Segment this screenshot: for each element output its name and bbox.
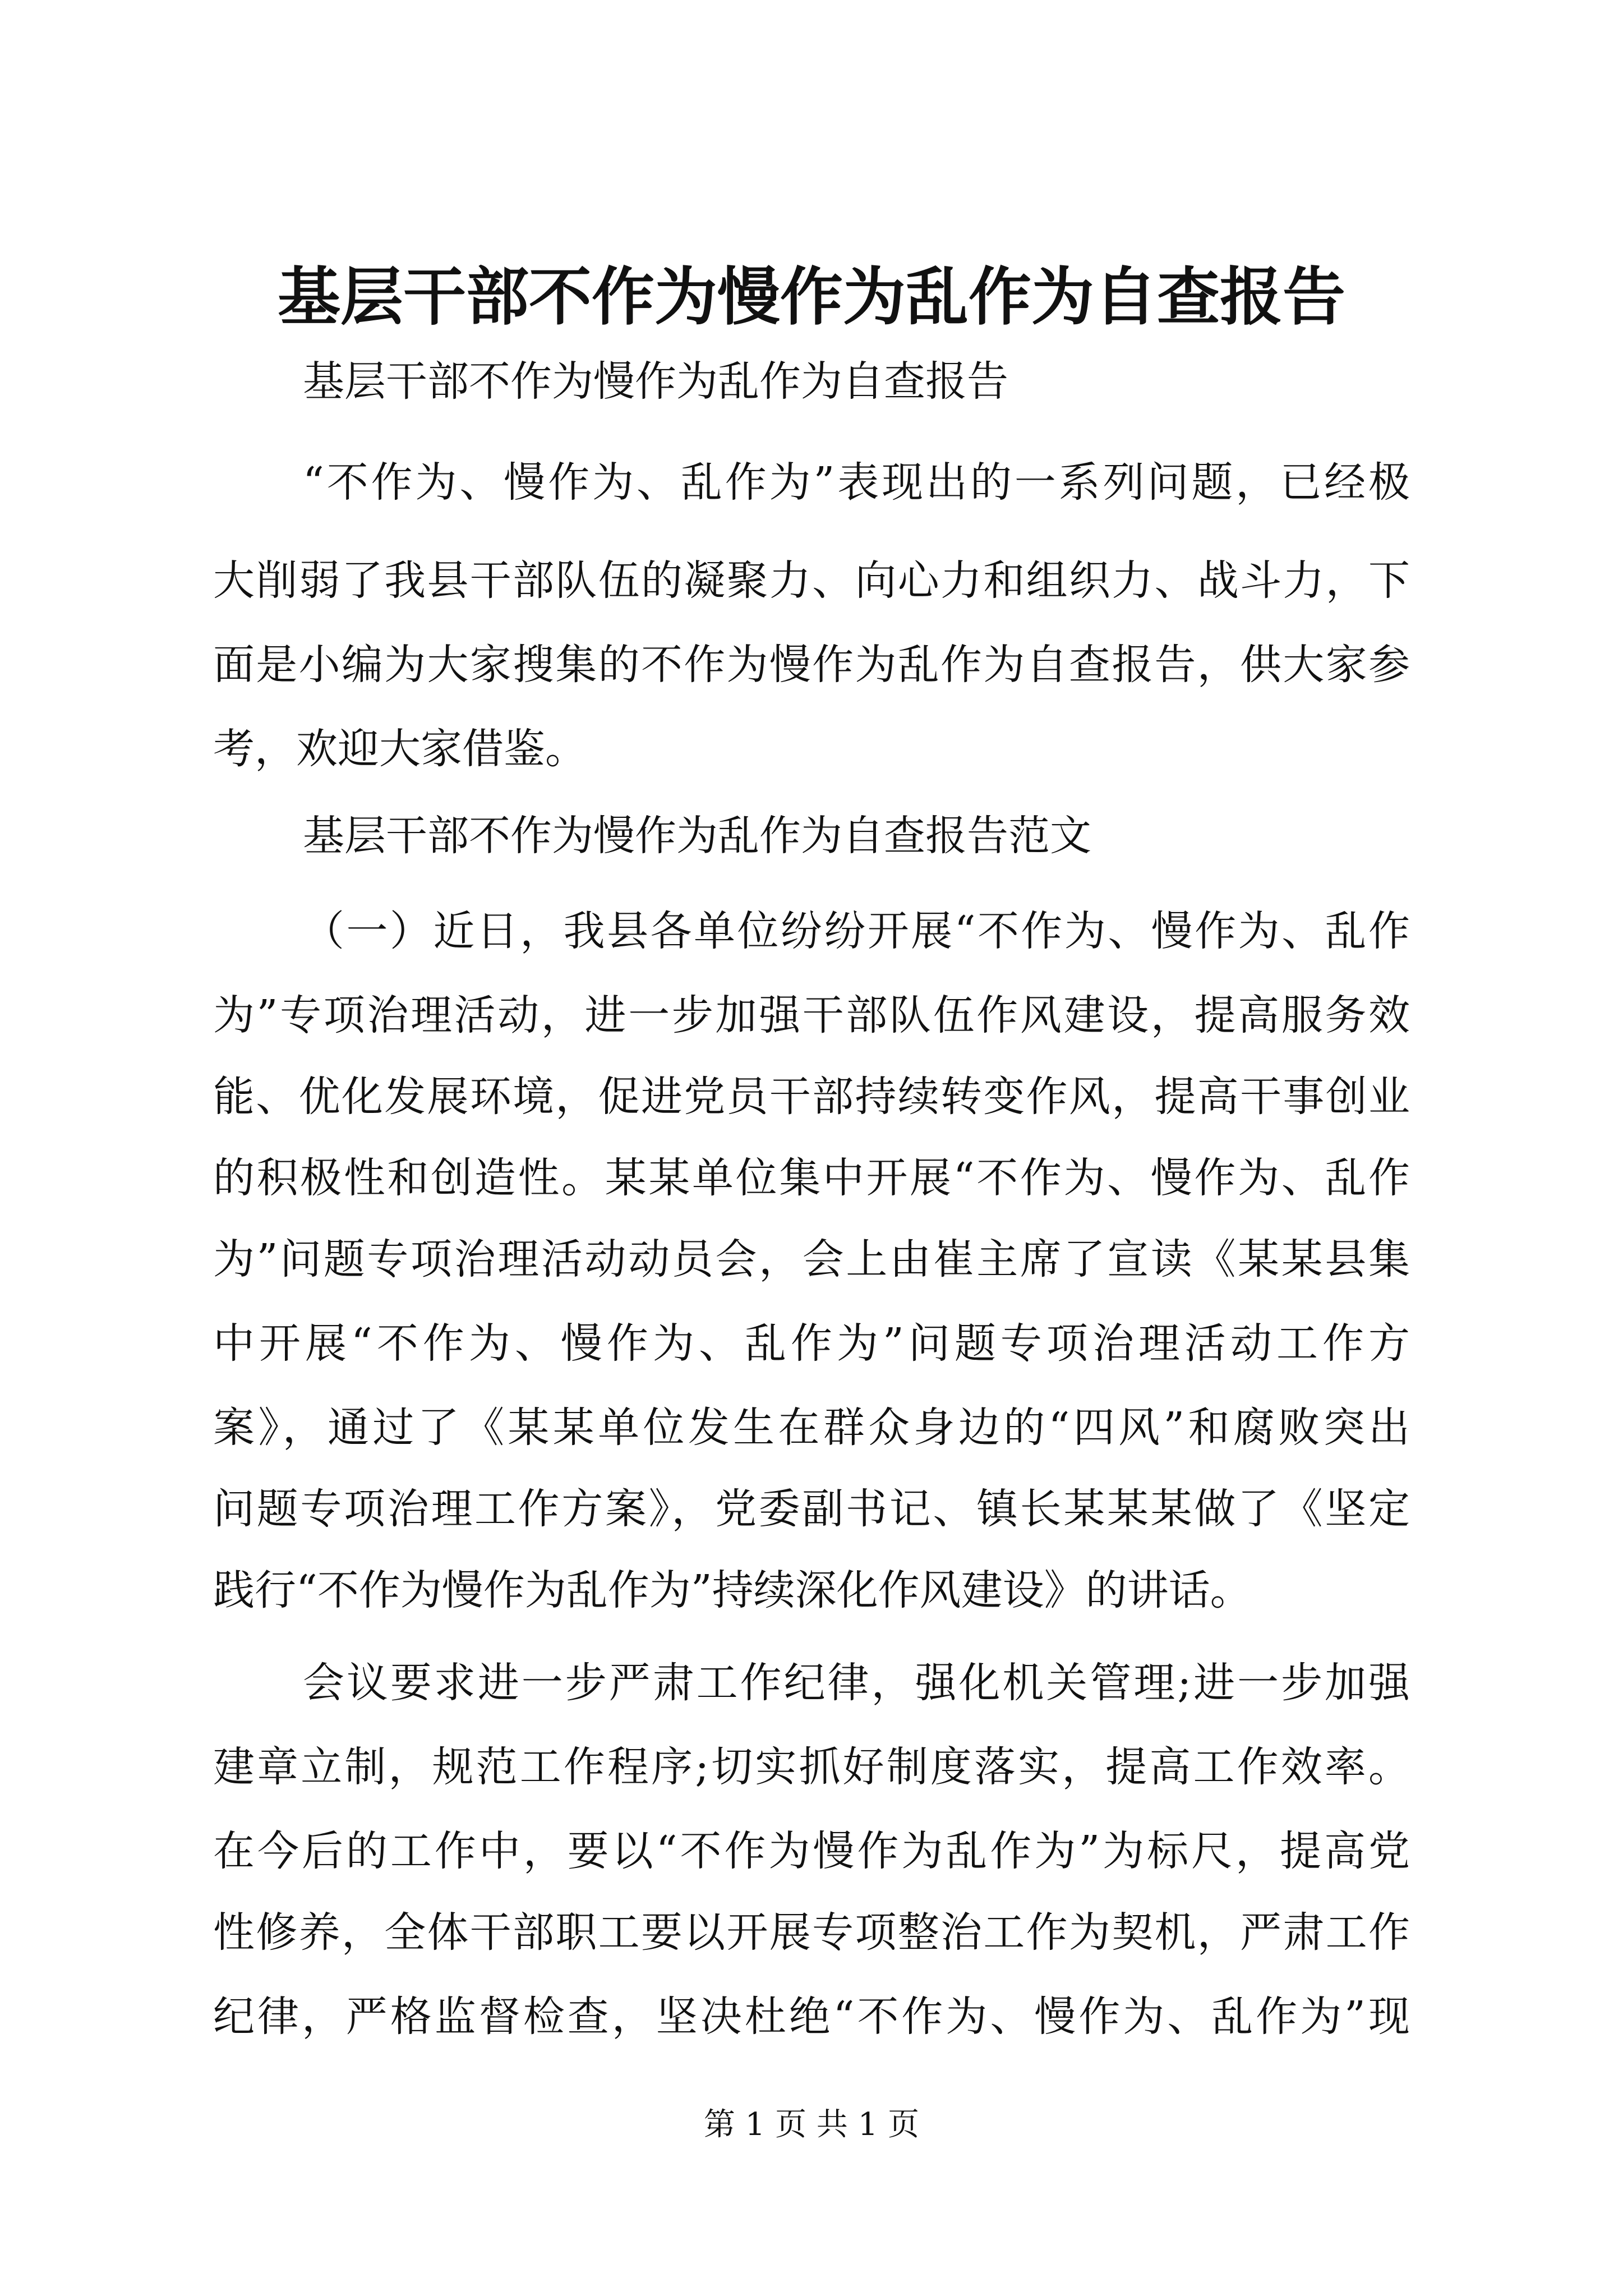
- document-title: 基层干部不作为慢作为乱作为自查报告: [278, 260, 1345, 334]
- body-line: 纪律，严格监督检查，坚决杜绝“不作为、慢作为、乱作为”现: [213, 1993, 1410, 2041]
- body-line: （一）近日，我县各单位纷纷开展“不作为、慢作为、乱作: [303, 907, 1410, 955]
- body-line: 考，欢迎大家借鉴。: [213, 725, 587, 773]
- body-line: 的积极性和创造性。某某单位集中开展“不作为、慢作为、乱作: [213, 1154, 1410, 1202]
- body-line: 大削弱了我县干部队伍的凝聚力、向心力和组织力、战斗力，下: [213, 556, 1410, 605]
- body-line: 为”专项治理活动，进一步加强干部队伍作风建设，提高服务效: [213, 991, 1410, 1039]
- section-heading: 基层干部不作为慢作为乱作为自查报告范文: [303, 812, 1091, 860]
- body-line: 建章立制，规范工作程序;切实抓好制度落实，提高工作效率。: [213, 1743, 1410, 1791]
- body-line: 案》，通过了《某某单位发生在群众身边的“四风”和腐败突出: [213, 1404, 1410, 1452]
- body-line: “不作为、慢作为、乱作为”表现出的一系列问题，已经极: [303, 458, 1410, 507]
- body-line: 在今后的工作中，要以“不作为慢作为乱作为”为标尺，提高党: [213, 1827, 1410, 1875]
- body-line: 践行“不作为慢作为乱作为”持续深化作风建设》的讲话。: [213, 1566, 1252, 1614]
- body-line: 面是小编为大家搜集的不作为慢作为乱作为自查报告，供大家参: [213, 641, 1410, 689]
- page-footer: 第 1 页 共 1 页: [703, 2106, 920, 2143]
- body-line: 中开展“不作为、慢作为、乱作为”问题专项治理活动工作方: [213, 1319, 1410, 1368]
- body-line: 会议要求进一步严肃工作纪律，强化机关管理;进一步加强: [303, 1659, 1410, 1707]
- body-line: 为”问题专项治理活动动员会，会上由崔主席了宣读《某某县集: [213, 1235, 1410, 1283]
- subtitle-line: 基层干部不作为慢作为乱作为自查报告: [303, 357, 1008, 406]
- body-line: 问题专项治理工作方案》，党委副书记、镇长某某某做了《坚定: [213, 1485, 1410, 1533]
- body-line: 能、优化发展环境，促进党员干部持续转变作风，提高干事创业: [213, 1073, 1410, 1121]
- body-line: 性修养，全体干部职工要以开展专项整治工作为契机，严肃工作: [213, 1908, 1410, 1957]
